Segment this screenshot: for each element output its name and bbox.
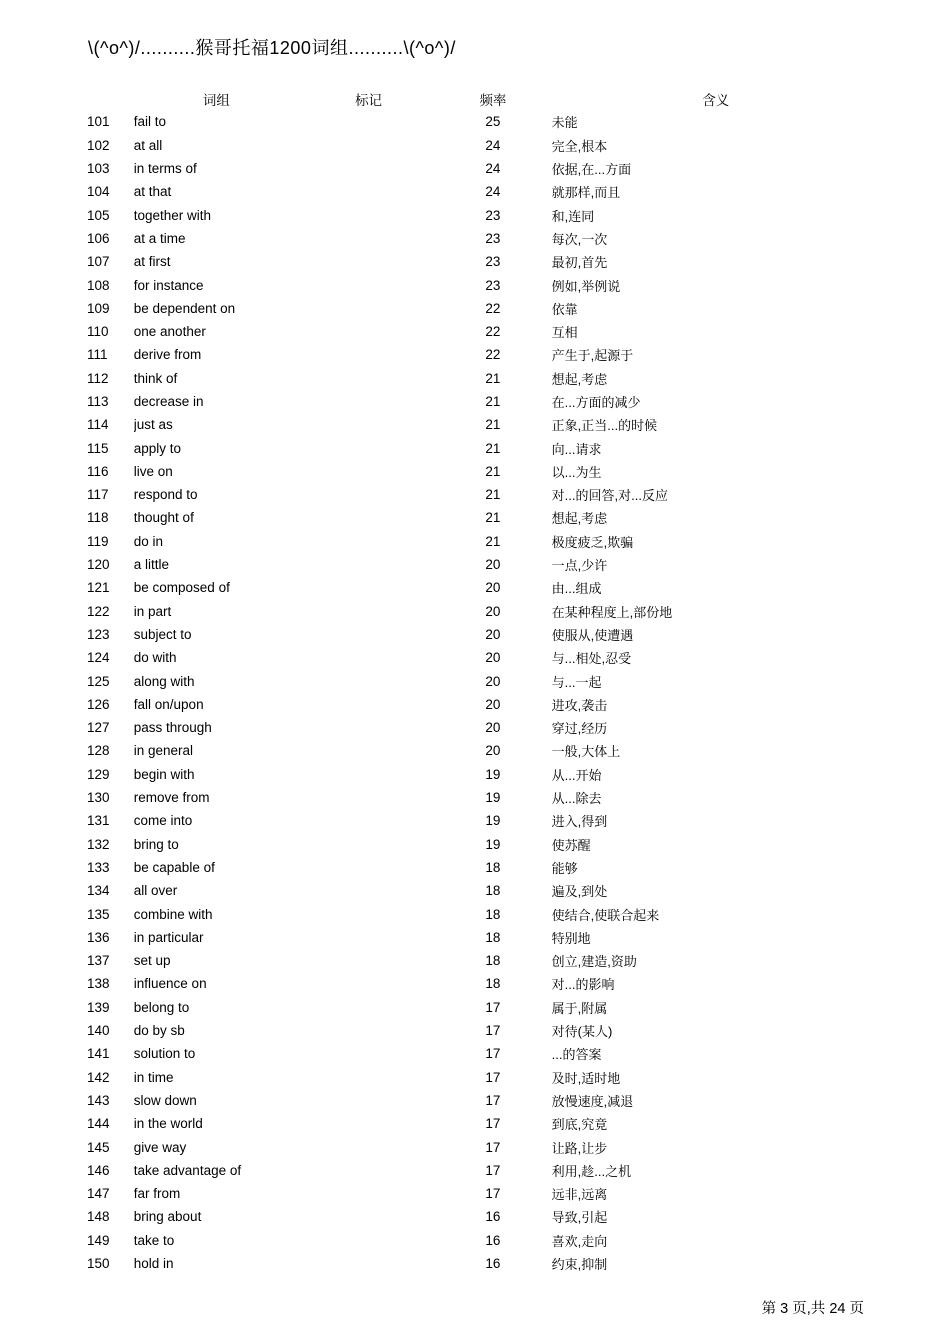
- table-row: [87, 856, 880, 879]
- cell-number: 110: [87, 324, 109, 340]
- cell-phrase: influence on: [133, 976, 207, 992]
- cell-frequency: 24: [485, 184, 501, 200]
- cell-number: 146: [87, 1162, 110, 1178]
- cell-number: 117: [87, 487, 109, 503]
- cell-number: 102: [87, 137, 110, 153]
- cell-number: 112: [87, 370, 109, 386]
- table-row: [87, 180, 880, 203]
- table-row: [87, 739, 880, 762]
- cell-phrase: belong to: [133, 999, 190, 1015]
- cell-frequency: 21: [485, 487, 501, 503]
- cell-number: 132: [87, 836, 110, 852]
- cell-phrase: think of: [133, 370, 178, 386]
- cell-phrase: come into: [133, 813, 193, 829]
- cell-frequency: 17: [485, 1092, 501, 1108]
- table-row: [87, 763, 880, 786]
- cell-phrase: together with: [133, 207, 212, 223]
- cell-number: 105: [87, 207, 110, 223]
- cell-phrase: give way: [133, 1139, 187, 1155]
- doc-title: \(^o^)/..........猴哥托福1200词组..........\(^o^)/: [88, 38, 456, 58]
- table-row: [87, 530, 880, 553]
- cell-phrase: one another: [133, 324, 206, 340]
- cell-frequency: 20: [485, 673, 501, 689]
- cell-meaning: 导致,引起: [551, 1210, 608, 1226]
- cell-meaning: 使结合,使联合起来: [551, 907, 660, 923]
- cell-number: 137: [87, 953, 110, 969]
- cell-phrase: solution to: [133, 1046, 196, 1062]
- cell-frequency: 23: [485, 254, 501, 270]
- table-row: [87, 250, 880, 273]
- table-row: [87, 483, 880, 506]
- cell-phrase: at a time: [133, 230, 186, 246]
- cell-meaning: 创立,建造,资助: [551, 954, 637, 970]
- table-row: [87, 1089, 880, 1112]
- cell-frequency: 17: [485, 1116, 501, 1132]
- table-row: [87, 367, 880, 390]
- cell-number: 138: [87, 976, 110, 992]
- cell-phrase: fail to: [133, 114, 167, 130]
- cell-frequency: 24: [485, 137, 501, 153]
- cell-number: 147: [87, 1186, 110, 1202]
- cell-meaning: ...的答案: [551, 1047, 602, 1063]
- table-row: [87, 110, 880, 133]
- cell-meaning: 穿过,经历: [551, 721, 608, 737]
- cell-number: 144: [87, 1116, 110, 1132]
- cell-frequency: 20: [485, 626, 501, 642]
- cell-number: 104: [87, 184, 110, 200]
- cell-meaning: 每次,一次: [551, 231, 608, 247]
- table-row: [87, 203, 880, 226]
- table-row: [87, 623, 880, 646]
- cell-phrase: live on: [133, 463, 173, 479]
- cell-phrase: respond to: [133, 487, 198, 503]
- cell-frequency: 19: [485, 790, 501, 806]
- cell-meaning: 进攻,袭击: [551, 697, 608, 713]
- cell-meaning: 进入,得到: [551, 814, 608, 830]
- cell-number: 143: [87, 1092, 110, 1108]
- cell-frequency: 18: [485, 883, 501, 899]
- cell-frequency: 21: [485, 440, 501, 456]
- table-row: [87, 1065, 880, 1088]
- cell-phrase: do with: [133, 650, 177, 666]
- cell-frequency: 17: [485, 1046, 501, 1062]
- table-row: [87, 833, 880, 856]
- table-row: [87, 576, 880, 599]
- cell-phrase: subject to: [133, 626, 192, 642]
- table-row: [87, 506, 880, 529]
- cell-frequency: 19: [485, 766, 501, 782]
- table-row: [87, 809, 880, 832]
- cell-phrase: remove from: [133, 790, 210, 806]
- cell-meaning: 与...相处,忍受: [551, 651, 632, 667]
- cell-phrase: all over: [133, 883, 178, 899]
- table-row: [87, 972, 880, 995]
- table-row: [87, 436, 880, 459]
- cell-frequency: 20: [485, 557, 501, 573]
- table-header-row: [87, 87, 880, 110]
- header-frequency: 频率: [479, 92, 507, 108]
- cell-frequency: 22: [485, 300, 501, 316]
- cell-number: 122: [87, 603, 110, 619]
- table-body: [87, 110, 880, 1275]
- cell-number: 141: [87, 1046, 110, 1062]
- table-row: [87, 1182, 880, 1205]
- cell-number: 114: [87, 417, 109, 433]
- cell-meaning: 在...方面的减少: [551, 395, 641, 410]
- cell-phrase: thought of: [133, 510, 194, 526]
- cell-phrase: in particular: [133, 929, 204, 945]
- cell-phrase: begin with: [133, 766, 195, 782]
- cell-phrase: take to: [133, 1232, 175, 1248]
- cell-number: 148: [87, 1209, 110, 1225]
- cell-meaning: 一般,大体上: [551, 744, 621, 760]
- cell-meaning: 属于,附属: [551, 1000, 608, 1016]
- cell-meaning: 让路,让步: [551, 1140, 608, 1156]
- cell-meaning: 对待(某人): [551, 1024, 613, 1040]
- cell-meaning: 就那样,而且: [551, 185, 621, 201]
- cell-number: 123: [87, 626, 110, 642]
- cell-meaning: 在某种程度上,部份地: [551, 604, 673, 620]
- cell-phrase: a little: [133, 557, 170, 573]
- cell-number: 108: [87, 277, 110, 293]
- cell-frequency: 21: [485, 370, 501, 386]
- cell-meaning: 约束,抑制: [551, 1256, 608, 1272]
- table-row: [87, 343, 880, 366]
- cell-meaning: 遍及,到处: [551, 884, 608, 900]
- cell-frequency: 17: [485, 999, 501, 1015]
- table-row: [87, 879, 880, 902]
- cell-number: 133: [87, 859, 110, 875]
- cell-meaning: 正象,正当...的时候: [551, 418, 658, 434]
- table-row: [87, 413, 880, 436]
- cell-meaning: 完全,根本: [551, 138, 608, 154]
- cell-number: 116: [87, 463, 109, 479]
- cell-frequency: 17: [485, 1069, 501, 1085]
- cell-frequency: 19: [485, 836, 501, 852]
- cell-meaning: 与...一起: [551, 674, 602, 690]
- cell-meaning: 特别地: [551, 930, 591, 946]
- cell-number: 136: [87, 929, 110, 945]
- cell-phrase: do in: [133, 533, 164, 549]
- cell-meaning: 从...除去: [551, 791, 602, 807]
- phrase-table: [87, 87, 880, 1275]
- cell-phrase: set up: [133, 953, 171, 969]
- cell-phrase: in general: [133, 743, 194, 759]
- cell-number: 128: [87, 743, 110, 759]
- cell-frequency: 17: [485, 1023, 501, 1039]
- cell-number: 142: [87, 1069, 110, 1085]
- cell-meaning: 到底,究竟: [551, 1117, 608, 1133]
- cell-frequency: 21: [485, 510, 501, 526]
- cell-number: 106: [87, 230, 110, 246]
- cell-meaning: 使服从,使遭遇: [551, 627, 634, 643]
- cell-phrase: in time: [133, 1069, 174, 1085]
- cell-phrase: at that: [133, 184, 172, 200]
- table-row: [87, 273, 880, 296]
- cell-frequency: 18: [485, 976, 501, 992]
- cell-phrase: just as: [133, 417, 173, 433]
- cell-number: 120: [87, 557, 110, 573]
- cell-number: 101: [87, 114, 110, 130]
- cell-frequency: 23: [485, 277, 501, 293]
- table-row: [87, 1252, 880, 1275]
- table-row: [87, 996, 880, 1019]
- cell-meaning: 依靠: [551, 301, 578, 317]
- cell-meaning: 喜欢,走向: [551, 1233, 608, 1249]
- cell-meaning: 从...开始: [551, 767, 602, 783]
- cell-phrase: in the world: [133, 1116, 203, 1132]
- cell-meaning: 未能: [551, 115, 578, 131]
- cell-phrase: bring to: [133, 836, 179, 852]
- table-row: [87, 1135, 880, 1158]
- cell-meaning: 对...的影响: [551, 977, 615, 993]
- cell-meaning: 利用,趁...之机: [551, 1163, 632, 1179]
- cell-phrase: hold in: [133, 1255, 174, 1271]
- cell-number: 121: [87, 580, 110, 596]
- cell-meaning: 向...请求: [551, 441, 602, 457]
- header-phrase: 词组: [202, 92, 230, 108]
- cell-number: 140: [87, 1023, 110, 1039]
- cell-phrase: combine with: [133, 906, 213, 922]
- cell-frequency: 21: [485, 417, 501, 433]
- cell-meaning: 及时,适时地: [551, 1070, 621, 1086]
- cell-frequency: 17: [485, 1139, 501, 1155]
- cell-number: 145: [87, 1139, 110, 1155]
- cell-frequency: 20: [485, 580, 501, 596]
- cell-number: 109: [87, 300, 110, 316]
- cell-meaning: 远非,远离: [551, 1187, 608, 1203]
- cell-phrase: decrease in: [133, 394, 204, 409]
- cell-meaning: 以...为生: [551, 464, 602, 480]
- table-row: [87, 460, 880, 483]
- cell-phrase: take advantage of: [133, 1162, 242, 1178]
- cell-phrase: fall on/upon: [133, 696, 204, 712]
- page-footer: 第 3 页,共 24 页: [761, 1301, 864, 1317]
- cell-phrase: pass through: [133, 720, 212, 736]
- cell-number: 125: [87, 673, 110, 689]
- cell-phrase: be dependent on: [133, 300, 236, 316]
- cell-phrase: in part: [133, 603, 172, 619]
- cell-frequency: 18: [485, 953, 501, 969]
- cell-number: 126: [87, 696, 110, 712]
- cell-number: 134: [87, 883, 110, 899]
- cell-number: 119: [87, 533, 109, 549]
- table-row: [87, 1112, 880, 1135]
- cell-meaning: 对...的回答,对...反应: [551, 488, 668, 504]
- cell-number: 107: [87, 254, 110, 270]
- cell-number: 130: [87, 790, 110, 806]
- table-row: [87, 1205, 880, 1228]
- table-row: [87, 134, 880, 157]
- table-row: [87, 646, 880, 669]
- cell-frequency: 18: [485, 859, 501, 875]
- cell-frequency: 17: [485, 1186, 501, 1202]
- cell-phrase: be composed of: [133, 580, 230, 596]
- cell-number: 124: [87, 650, 110, 666]
- cell-number: 118: [87, 510, 109, 526]
- cell-frequency: 21: [485, 463, 501, 479]
- cell-meaning: 互相: [551, 325, 578, 341]
- table-row: [87, 669, 880, 692]
- cell-phrase: do by sb: [133, 1023, 185, 1039]
- cell-frequency: 20: [485, 720, 501, 736]
- table-row: [87, 1159, 880, 1182]
- cell-frequency: 23: [485, 230, 501, 246]
- cell-frequency: 24: [485, 161, 501, 177]
- cell-frequency: 25: [485, 114, 501, 130]
- cell-meaning: 依据,在...方面: [551, 162, 632, 178]
- cell-phrase: derive from: [133, 347, 202, 363]
- cell-number: 127: [87, 720, 110, 736]
- cell-frequency: 21: [485, 394, 501, 409]
- table-row: [87, 227, 880, 250]
- cell-phrase: slow down: [133, 1092, 197, 1108]
- table-row: [87, 786, 880, 809]
- cell-meaning: 放慢速度,减退: [551, 1093, 634, 1109]
- cell-number: 149: [87, 1232, 110, 1248]
- cell-meaning: 最初,首先: [551, 255, 608, 271]
- table-row: [87, 1042, 880, 1065]
- cell-frequency: 22: [485, 324, 501, 340]
- table-row: [87, 949, 880, 972]
- cell-number: 103: [87, 161, 110, 177]
- cell-frequency: 18: [485, 929, 501, 945]
- cell-meaning: 想起,考虑: [551, 371, 608, 387]
- cell-number: 131: [87, 813, 110, 829]
- cell-frequency: 20: [485, 743, 501, 759]
- table-row: [87, 390, 880, 413]
- cell-frequency: 23: [485, 207, 501, 223]
- cell-number: 113: [87, 394, 109, 409]
- table-row: [87, 157, 880, 180]
- cell-frequency: 20: [485, 696, 501, 712]
- table-row: [87, 1229, 880, 1252]
- cell-frequency: 16: [485, 1255, 501, 1271]
- cell-meaning: 能够: [551, 860, 578, 876]
- cell-meaning: 使苏醒: [551, 837, 591, 853]
- cell-phrase: for instance: [133, 277, 204, 293]
- cell-number: 139: [87, 999, 110, 1015]
- cell-number: 129: [87, 766, 110, 782]
- cell-meaning: 极度疲乏,欺骗: [551, 534, 634, 550]
- cell-phrase: be capable of: [133, 859, 215, 875]
- cell-phrase: far from: [133, 1186, 181, 1202]
- cell-frequency: 16: [485, 1209, 501, 1225]
- header-mark: 标记: [355, 92, 383, 108]
- cell-number: 150: [87, 1255, 110, 1271]
- table-row: [87, 693, 880, 716]
- cell-frequency: 17: [485, 1162, 501, 1178]
- cell-number: 135: [87, 906, 110, 922]
- table-row: [87, 926, 880, 949]
- cell-frequency: 19: [485, 813, 501, 829]
- cell-frequency: 20: [485, 650, 501, 666]
- cell-meaning: 产生于,起源于: [551, 348, 634, 364]
- cell-frequency: 20: [485, 603, 501, 619]
- table-row: [87, 297, 880, 320]
- cell-meaning: 一点,少许: [551, 558, 608, 574]
- cell-number: 115: [87, 440, 109, 456]
- cell-meaning: 例如,举例说: [551, 278, 621, 294]
- cell-meaning: 由...组成: [551, 581, 602, 597]
- cell-phrase: at all: [133, 137, 163, 153]
- cell-meaning: 和,连同: [551, 208, 595, 224]
- table-row: [87, 320, 880, 343]
- header-meaning: 含义: [702, 92, 730, 108]
- cell-phrase: along with: [133, 673, 195, 689]
- table-row: [87, 553, 880, 576]
- cell-frequency: 18: [485, 906, 501, 922]
- table-row: [87, 600, 880, 623]
- cell-number: 111: [87, 347, 108, 363]
- cell-meaning: 想起,考虑: [551, 511, 608, 527]
- cell-phrase: apply to: [133, 440, 182, 456]
- cell-phrase: in terms of: [133, 161, 197, 177]
- cell-frequency: 16: [485, 1232, 501, 1248]
- cell-phrase: at first: [133, 254, 171, 270]
- cell-frequency: 21: [485, 533, 501, 549]
- cell-frequency: 22: [485, 347, 501, 363]
- table-row: [87, 716, 880, 739]
- table-row: [87, 1019, 880, 1042]
- table-row: [87, 902, 880, 925]
- cell-phrase: bring about: [133, 1209, 202, 1225]
